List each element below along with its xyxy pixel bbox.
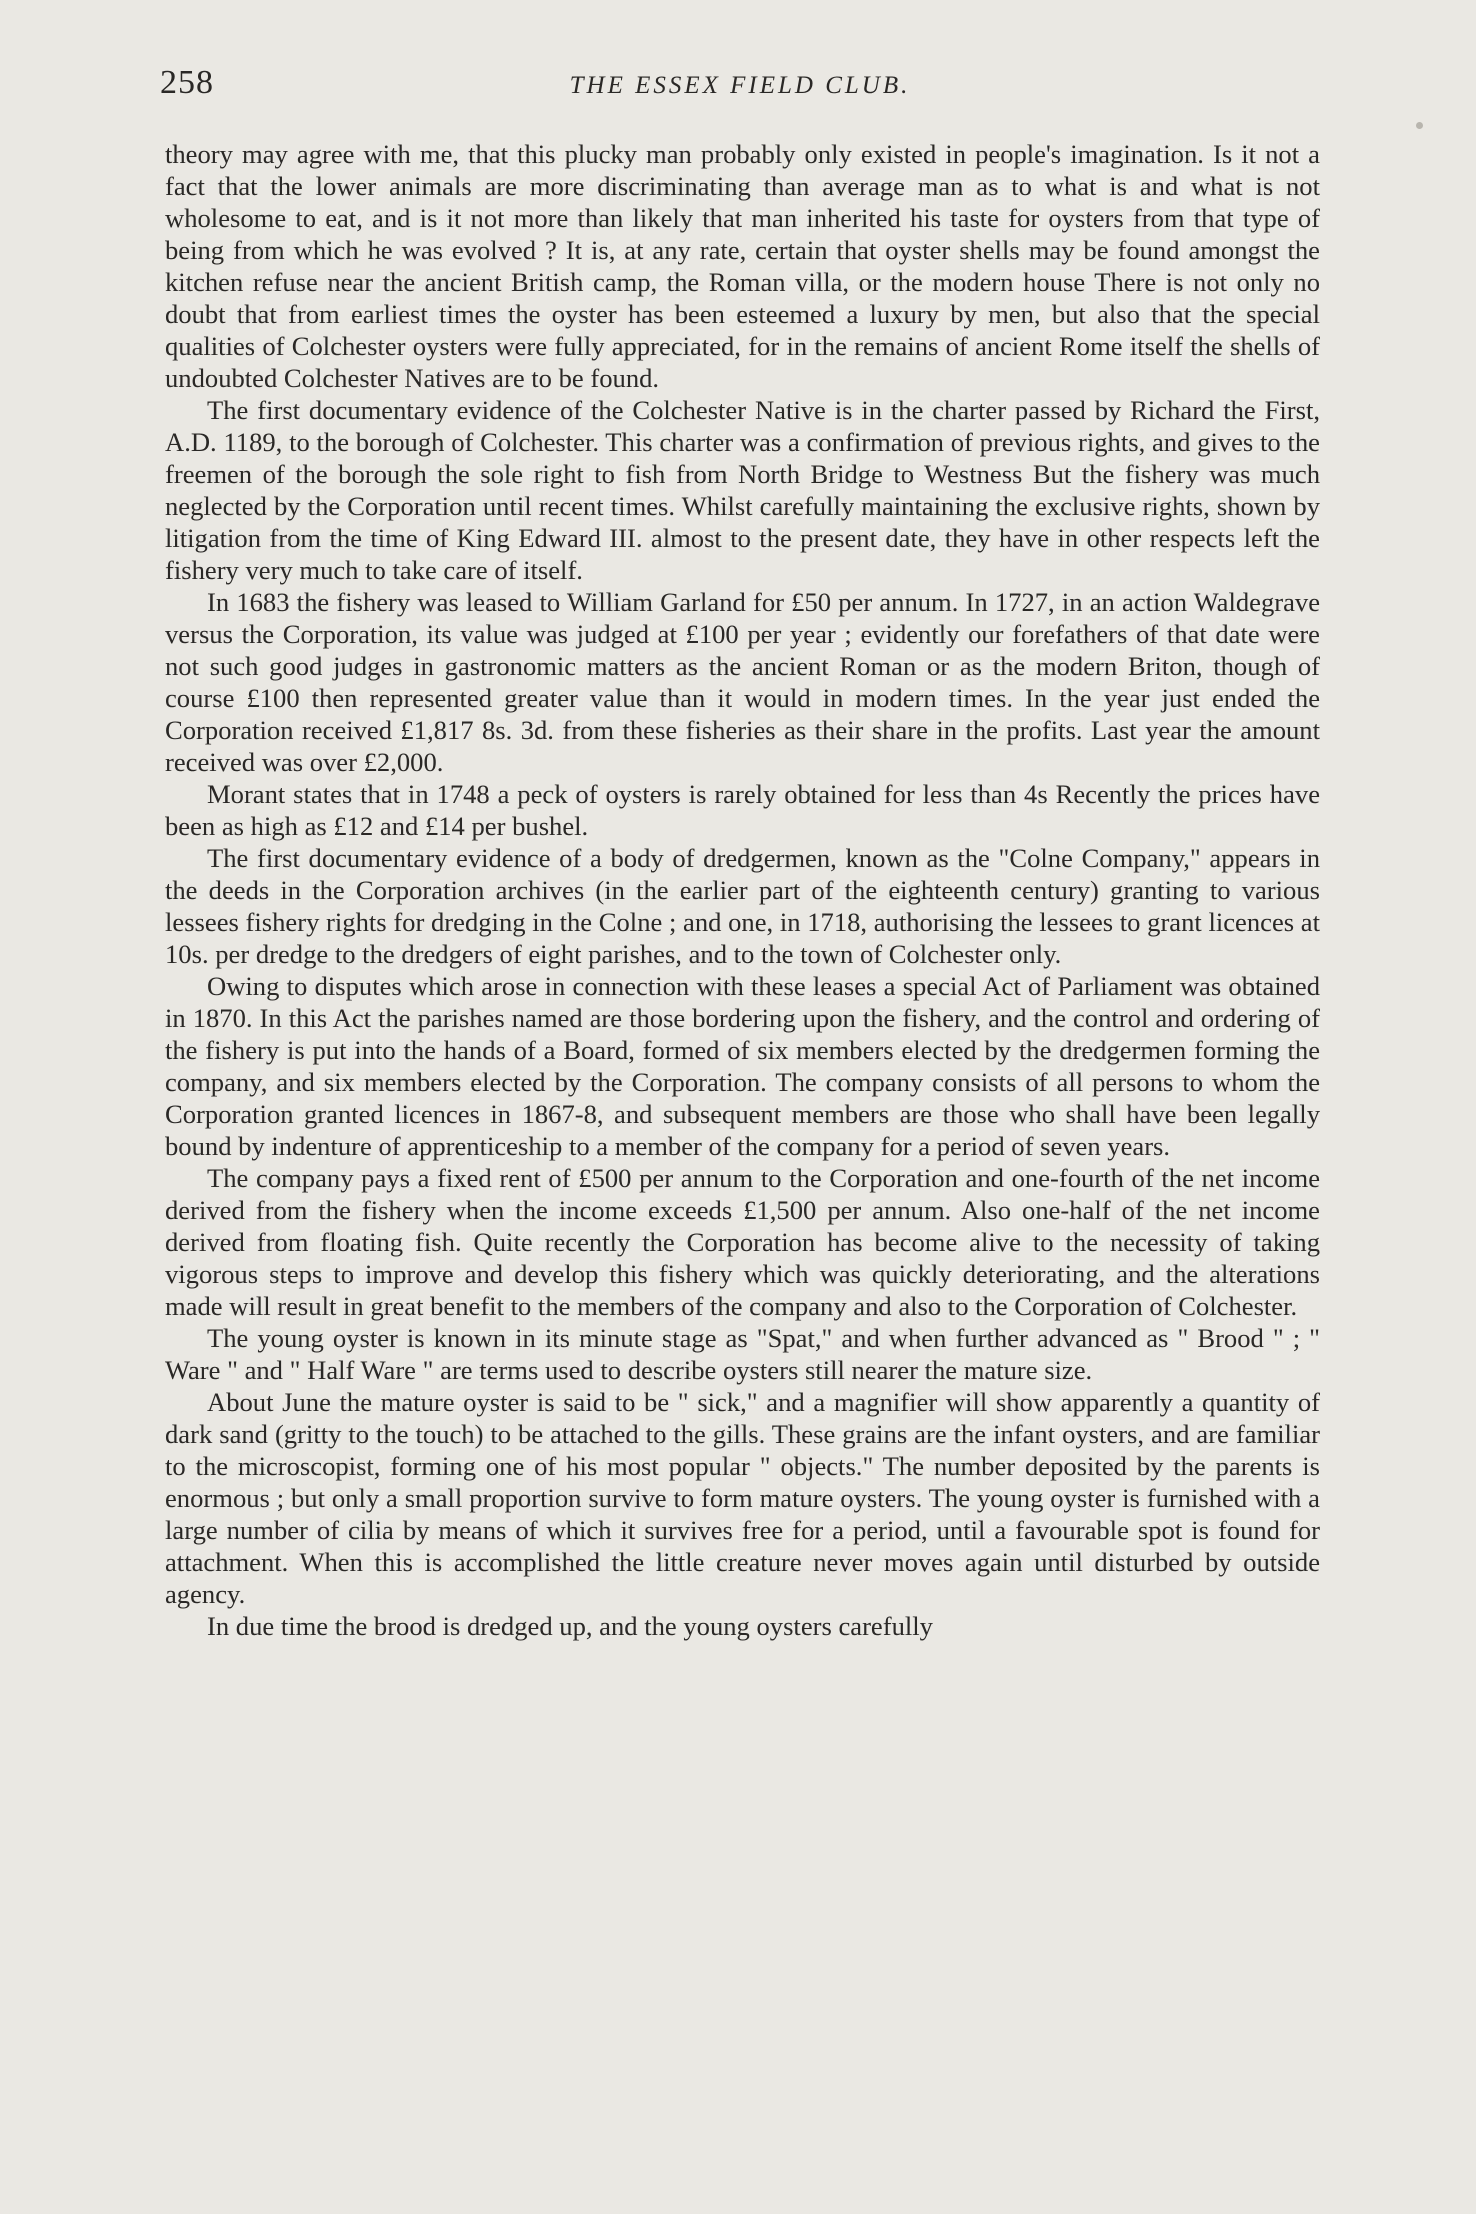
paragraph: About June the mature oyster is said to be " sick," and a magnifier will show apparently a quantity of dark sand (gritty to the touch) to be attached to the gills. These grains are the infant oysters, and are familiar to the microscopist, forming one of his most popular " objects." The number deposited by the parents is enormous ; but only a small proportion survive to form mature oysters. The young oyster is furnished with a large number of cilia by means of which it survives free for a period, until a favourable spot is found for attachment. When this is accomplished the little creature never moves again until disturbed by outside agency. xyxy=(165,1387,1320,1609)
page-number: 258 xyxy=(160,64,214,101)
paragraph: Owing to disputes which arose in connection with these leases a special Act of Parliament was obtained in 1870. In this Act the parishes named are those bordering upon the fishery, and the control and ordering of the fishery is put into the hands of a Board, formed of six members elected by the dredgermen forming the company, and six members elected by the Corporation. The company consists of all persons to whom the Corporation granted licences in 1867-8, and subsequent members are those who shall have been legally bound by indenture of apprenticeship to a member of the company for a period of seven years. xyxy=(165,971,1320,1161)
body-text xyxy=(165,138,1320,1642)
running-head: THE ESSEX FIELD CLUB. xyxy=(569,72,911,99)
paper-speck xyxy=(1416,122,1423,129)
paragraph: The first documentary evidence of the Colchester Native is in the charter passed by Richard the First, A.D. 1189, to the borough of Colchester. This charter was a confirmation of previous rights, and gives to the freemen of the borough the sole right to fish from North Bridge to Westness But the fishery was much neglected by the Corporation until recent times. Whilst carefully maintaining the exclusive rights, shown by litigation from the time of King Edward III. almost to the present date, they have in other respects left the fishery very much to take care of itself. xyxy=(165,395,1320,585)
paragraph: The company pays a fixed rent of £500 per annum to the Corporation and one-fourth of the net income derived from the fishery when the income exceeds £1,500 per annum. Also one-half of the net income derived from floating fish. Quite recently the Corporation has become alive to the necessity of taking vigorous steps to improve and develop this fishery which was quickly deteriorating, and the alterations made will result in great benefit to the members of the company and also to the Corporation of Colchester. xyxy=(165,1163,1320,1321)
paragraph: The young oyster is known in its minute stage as "Spat," and when further advanced as " Brood " ; " Ware " and " Half Ware " are terms used to describe oysters still nearer the mature size. xyxy=(165,1323,1320,1385)
page-header xyxy=(160,64,1320,114)
paragraph: The first documentary evidence of a body of dredgermen, known as the "Colne Company," appears in the deeds in the Corporation archives (in the earlier part of the eighteenth century) granting to various lessees fishery rights for dredging in the Colne ; and one, in 1718, authorising the lessees to grant licences at 10s. per dredge to the dredgers of eight parishes, and to the town of Colchester only. xyxy=(165,843,1320,969)
paragraph: theory may agree with me, that this plucky man probably only existed in people's imagination. Is it not a fact that the lower animals are more discriminating than average man as to what is and what is not wholesome to eat, and is it not more than likely that man inherited his taste for oysters from that type of being from which he was evolved ? It is, at any rate, certain that oyster shells may be found amongst the kitchen refuse near the ancient British camp, the Roman villa, or the modern house There is not only no doubt that from earliest times the oyster has been esteemed a luxury by men, but also that the special qualities of Colchester oysters were fully appreciated, for in the remains of ancient Rome itself the shells of undoubted Colchester Natives are to be found. xyxy=(165,139,1320,393)
paragraph: In due time the brood is dredged up, and the young oysters carefully xyxy=(207,1611,933,1641)
paragraph: In 1683 the fishery was leased to William Garland for £50 per annum. In 1727, in an action Waldegrave versus the Corporation, its value was judged at £100 per year ; evidently our forefathers of that date were not such good judges in gastronomic matters as the ancient Roman or as the modern Briton, though of course £100 then represented greater value than it would in modern times. In the year just ended the Corporation received £1,817 8s. 3d. from these fisheries as their share in the profits. Last year the amount received was over £2,000. xyxy=(165,587,1320,777)
paragraph: Morant states that in 1748 a peck of oysters is rarely obtained for less than 4s Recently the prices have been as high as £12 and £14 per bushel. xyxy=(165,779,1320,841)
